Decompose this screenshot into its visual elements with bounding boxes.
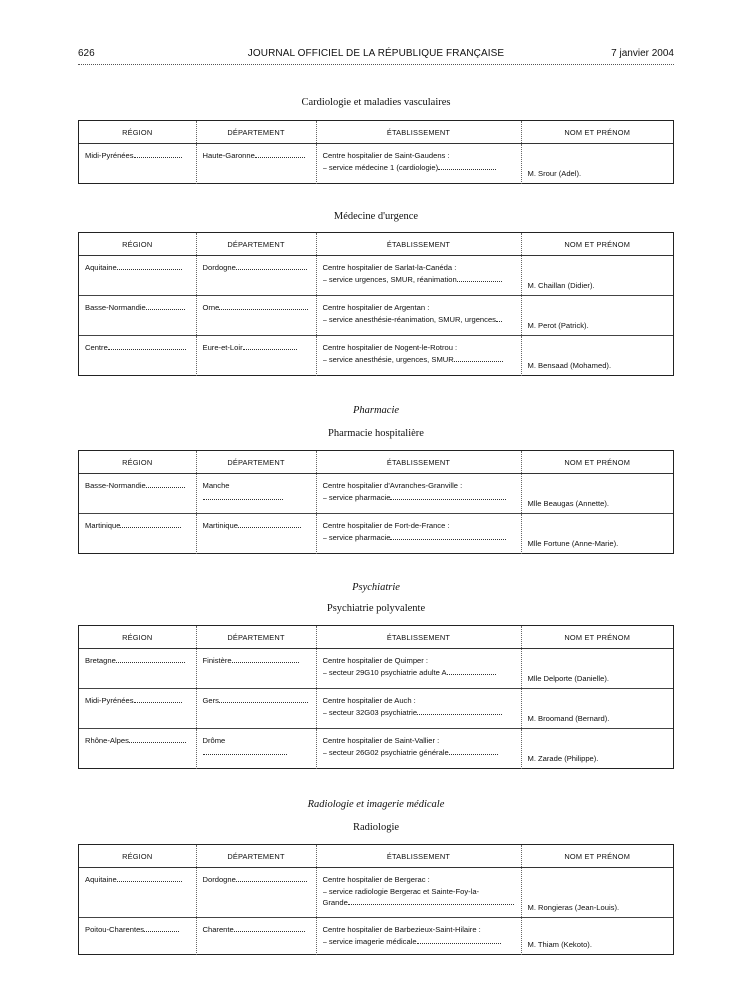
- etablissement-cell: [316, 336, 521, 376]
- etablissement-cell: [316, 868, 521, 918]
- etablissement-line: [323, 667, 515, 679]
- column-header-nom: NOM ET PRÉNOM: [521, 451, 673, 474]
- nom-cell: [521, 144, 673, 184]
- table-row: [79, 918, 673, 955]
- column-header-etablissement: ÉTABLISSEMENT: [316, 233, 521, 256]
- departement-value: Martinique: [202, 521, 238, 530]
- etablissement-text: Centre hospitalier de Barbezieux-Saint-Hilaire :: [322, 925, 481, 934]
- region-value: Aquitaine: [85, 263, 117, 272]
- section-title: Cardiologie et maladies vasculaires: [301, 97, 451, 108]
- dot-leader: [146, 303, 186, 310]
- region-value: Aquitaine: [85, 875, 117, 884]
- table-row: [79, 868, 673, 918]
- etablissement-cell: [316, 144, 521, 184]
- nomination-table: [79, 845, 673, 955]
- departement-cell: [196, 689, 316, 729]
- etablissement-cell: [316, 474, 521, 514]
- nom-cell: [521, 729, 673, 769]
- page-header: [78, 46, 674, 62]
- etablissement-text: – service anesthésie-réanimation, SMUR, urgences: [322, 314, 496, 324]
- column-header-etablissement: ÉTABLISSEMENT: [316, 626, 521, 649]
- etablissement-text: – service médecine 1 (cardiologie): [322, 162, 439, 172]
- etablissement-line: [323, 162, 515, 174]
- etablissement-line: [323, 150, 515, 162]
- dot-leader: [449, 748, 499, 755]
- departement-value: Gers: [202, 696, 219, 705]
- section-title: Radiologie: [352, 822, 400, 833]
- departement-cell: [196, 336, 316, 376]
- column-header-region: RÉGION: [79, 121, 196, 144]
- dot-leader: [438, 163, 495, 170]
- etablissement-text: – service anesthésie, urgences, SMUR: [322, 354, 454, 364]
- departement-value: Eure-et-Loir: [202, 343, 243, 352]
- column-header-nom: NOM ET PRÉNOM: [521, 121, 673, 144]
- dot-leader: [117, 875, 182, 882]
- etablissement-text: – service pharmacie: [322, 492, 391, 502]
- region-value: Centre: [85, 343, 108, 352]
- etablissement-line: [323, 492, 515, 504]
- dot-leader: [134, 696, 182, 703]
- section-title: Pharmacie hospitalière: [328, 428, 424, 439]
- column-header-region: RÉGION: [79, 233, 196, 256]
- column-header-region: RÉGION: [79, 451, 196, 474]
- nom-value: M. Thiam (Kekoto).: [527, 940, 592, 949]
- column-header-etablissement: ÉTABLISSEMENT: [316, 121, 521, 144]
- departement-value: Dordogne: [202, 263, 236, 272]
- column-header-etablissement: ÉTABLISSEMENT: [316, 451, 521, 474]
- etablissement-text: Grande: [322, 898, 348, 907]
- etablissement-text: – secteur 29G10 psychiatrie adulte A: [322, 667, 447, 677]
- header-divider: [78, 64, 674, 65]
- dot-leader: [108, 343, 186, 350]
- dot-leader: [144, 925, 179, 932]
- section-heading: Pharmacie: [352, 405, 400, 416]
- departement-cell: [196, 729, 316, 769]
- etablissement-line: [323, 520, 515, 532]
- page-number: 626: [78, 48, 95, 59]
- region-cell: [79, 474, 196, 514]
- dot-leader: [243, 343, 297, 350]
- nom-cell: [521, 336, 673, 376]
- etablissement-line: [323, 897, 515, 909]
- region-value: Basse-Normandie: [85, 303, 146, 312]
- region-cell: [79, 296, 196, 336]
- departement-cell: [196, 868, 316, 918]
- table-header-row: [79, 451, 673, 474]
- etablissement-line: [323, 342, 515, 354]
- publication-date: 7 janvier 2004: [611, 48, 674, 59]
- nom-value: M. Broomand (Bernard).: [527, 713, 610, 723]
- departement-cell: [196, 256, 316, 296]
- dot-leader: [146, 481, 186, 488]
- nom-value: Mlle Fortune (Anne-Marie).: [527, 539, 619, 548]
- region-value: Midi-Pyrénées: [85, 696, 134, 705]
- region-value: Rhône-Alpes: [85, 736, 129, 745]
- etablissement-text: Centre hospitalier d'Avranches-Granville :: [322, 481, 463, 490]
- departement-value: Drôme: [202, 736, 226, 745]
- nomination-table: [79, 233, 673, 376]
- dot-leader: [129, 736, 186, 743]
- departement-value: Haute-Garonne: [202, 151, 255, 160]
- etablissement-text: – service urgences, SMUR, réanimation: [322, 274, 457, 284]
- etablissement-line: [323, 354, 515, 366]
- etablissement-line: [323, 532, 515, 544]
- nom-cell: [521, 918, 673, 955]
- dot-leader: [496, 315, 502, 322]
- nom-value: M. Perot (Patrick).: [527, 320, 589, 330]
- dot-leader: [457, 275, 503, 282]
- table-row: [79, 336, 673, 376]
- etablissement-cell: [316, 729, 521, 769]
- column-header-nom: NOM ET PRÉNOM: [521, 626, 673, 649]
- nom-value: M. Srour (Adel).: [527, 169, 582, 178]
- nom-cell: [521, 649, 673, 689]
- etablissement-line: [323, 735, 515, 747]
- region-value: Poitou-Charentes: [85, 925, 145, 934]
- region-cell: [79, 649, 196, 689]
- table-row: [79, 256, 673, 296]
- departement-value: Manche: [202, 481, 230, 490]
- etablissement-text: Centre hospitalier de Quimper :: [322, 656, 429, 665]
- dot-leader: [454, 355, 504, 362]
- etablissement-text: Centre hospitalier de Sarlat-la-Canéda :: [322, 263, 457, 272]
- etablissement-text: Centre hospitalier de Bergerac :: [322, 875, 430, 884]
- section-title: Médecine d'urgence: [333, 211, 419, 222]
- table-header-row: [79, 626, 673, 649]
- nom-cell: [521, 689, 673, 729]
- table-header-row: [79, 845, 673, 868]
- etablissement-line: [323, 262, 515, 274]
- dot-leader: [255, 151, 305, 158]
- section-heading: Radiologie et imagerie médicale: [307, 799, 445, 810]
- etablissement-line: [323, 302, 515, 314]
- departement-cell: [196, 649, 316, 689]
- departement-value: Orne: [202, 303, 220, 312]
- etablissement-text: Centre hospitalier de Auch :: [322, 696, 416, 705]
- column-header-departement: DÉPARTEMENT: [196, 121, 316, 144]
- nom-value: M. Rongieras (Jean-Louis).: [527, 902, 620, 912]
- column-header-departement: DÉPARTEMENT: [196, 626, 316, 649]
- table-row: [79, 514, 673, 554]
- table-row: [79, 144, 673, 184]
- nom-cell: [521, 514, 673, 554]
- region-cell: [79, 918, 196, 955]
- column-header-departement: DÉPARTEMENT: [196, 233, 316, 256]
- column-header-departement: DÉPARTEMENT: [196, 451, 316, 474]
- region-value: Midi-Pyrénées: [85, 151, 134, 160]
- dot-leader: [203, 493, 283, 500]
- column-header-etablissement: ÉTABLISSEMENT: [316, 845, 521, 868]
- nomination-table: [79, 451, 673, 554]
- table-row: [79, 649, 673, 689]
- etablissement-text: Centre hospitalier de Nogent-le-Rotrou :: [322, 343, 458, 352]
- etablissement-cell: [316, 514, 521, 554]
- departement-cell: [196, 514, 316, 554]
- column-header-region: RÉGION: [79, 626, 196, 649]
- dot-leader: [236, 875, 308, 882]
- table-header-row: [79, 233, 673, 256]
- nomination-table: [79, 626, 673, 769]
- nom-value: Mlle Beaugas (Annette).: [527, 498, 609, 508]
- section-title: Psychiatrie polyvalente: [326, 603, 426, 614]
- nom-value: M. Zarade (Philippe).: [527, 754, 599, 763]
- departement-cell: [196, 296, 316, 336]
- table-row: [79, 474, 673, 514]
- column-header-nom: NOM ET PRÉNOM: [521, 845, 673, 868]
- nom-value: M. Bensaad (Mohamed).: [527, 361, 612, 370]
- etablissement-line: [323, 886, 515, 898]
- nom-cell: [521, 296, 673, 336]
- region-cell: [79, 144, 196, 184]
- nom-cell: [521, 256, 673, 296]
- etablissement-text: – service pharmacie: [322, 532, 391, 542]
- dot-leader: [203, 748, 288, 755]
- nom-value: Mlle Delporte (Danielle).: [527, 673, 609, 683]
- region-cell: [79, 729, 196, 769]
- etablissement-line: [323, 707, 515, 719]
- dot-leader: [219, 303, 308, 310]
- etablissement-text: Centre hospitalier de Argentan :: [322, 303, 430, 312]
- journal-title: JOURNAL OFFICIEL DE LA RÉPUBLIQUE FRANÇAISE: [247, 48, 505, 59]
- etablissement-cell: [316, 296, 521, 336]
- table-row: [79, 296, 673, 336]
- dot-leader: [232, 656, 299, 663]
- column-header-departement: DÉPARTEMENT: [196, 845, 316, 868]
- etablissement-cell: [316, 918, 521, 955]
- etablissement-line: [323, 655, 515, 667]
- table-header-row: [79, 121, 673, 144]
- dot-leader: [236, 263, 308, 270]
- dot-leader: [234, 925, 306, 932]
- region-cell: [79, 689, 196, 729]
- dot-leader: [134, 151, 182, 158]
- dot-leader: [447, 668, 497, 675]
- region-value: Bretagne: [85, 656, 116, 665]
- etablissement-line: [323, 936, 515, 948]
- departement-value: Charente: [202, 925, 234, 934]
- dot-leader: [417, 937, 502, 944]
- etablissement-text: – secteur 32G03 psychiatrie: [322, 707, 418, 717]
- region-cell: [79, 514, 196, 554]
- etablissement-line: [323, 695, 515, 707]
- etablissement-line: [323, 274, 515, 286]
- etablissement-line: [323, 924, 515, 936]
- etablissement-text: – service imagerie médicale: [322, 936, 417, 946]
- etablissement-cell: [316, 649, 521, 689]
- section-heading: Psychiatrie: [352, 582, 400, 593]
- etablissement-cell: [316, 256, 521, 296]
- region-value: Basse-Normandie: [85, 481, 146, 490]
- dot-leader: [390, 493, 506, 500]
- dot-leader: [390, 533, 506, 540]
- departement-cell: [196, 144, 316, 184]
- dot-leader: [120, 521, 181, 528]
- region-cell: [79, 256, 196, 296]
- dot-leader: [219, 696, 308, 703]
- dot-leader: [348, 898, 515, 905]
- etablissement-text: – secteur 26G02 psychiatrie générale: [322, 747, 449, 757]
- region-cell: [79, 336, 196, 376]
- column-header-nom: NOM ET PRÉNOM: [521, 233, 673, 256]
- etablissement-line: [323, 480, 515, 492]
- nom-cell: [521, 868, 673, 918]
- departement-value: Dordogne: [202, 875, 236, 884]
- etablissement-line: [323, 874, 515, 886]
- nomination-table: [79, 121, 673, 184]
- etablissement-line: [323, 314, 515, 326]
- departement-cell: [196, 918, 316, 955]
- region-cell: [79, 868, 196, 918]
- departement-value: Finistère: [202, 656, 232, 665]
- etablissement-line: [323, 747, 515, 759]
- etablissement-text: – service radiologie Bergerac et Sainte-Foy-la-: [322, 886, 480, 896]
- dot-leader: [116, 656, 186, 663]
- etablissement-cell: [316, 689, 521, 729]
- region-value: Martinique: [85, 521, 121, 530]
- nom-cell: [521, 474, 673, 514]
- etablissement-text: Centre hospitalier de Saint-Vallier :: [322, 736, 440, 745]
- etablissement-text: Centre hospitalier de Fort-de-France :: [322, 521, 450, 530]
- table-row: [79, 729, 673, 769]
- etablissement-text: Centre hospitalier de Saint-Gaudens :: [322, 151, 450, 160]
- departement-cell: [196, 474, 316, 514]
- column-header-region: RÉGION: [79, 845, 196, 868]
- nom-value: M. Chaillan (Didier).: [527, 280, 595, 290]
- dot-leader: [238, 521, 301, 528]
- dot-leader: [117, 263, 182, 270]
- dot-leader: [417, 708, 502, 715]
- table-row: [79, 689, 673, 729]
